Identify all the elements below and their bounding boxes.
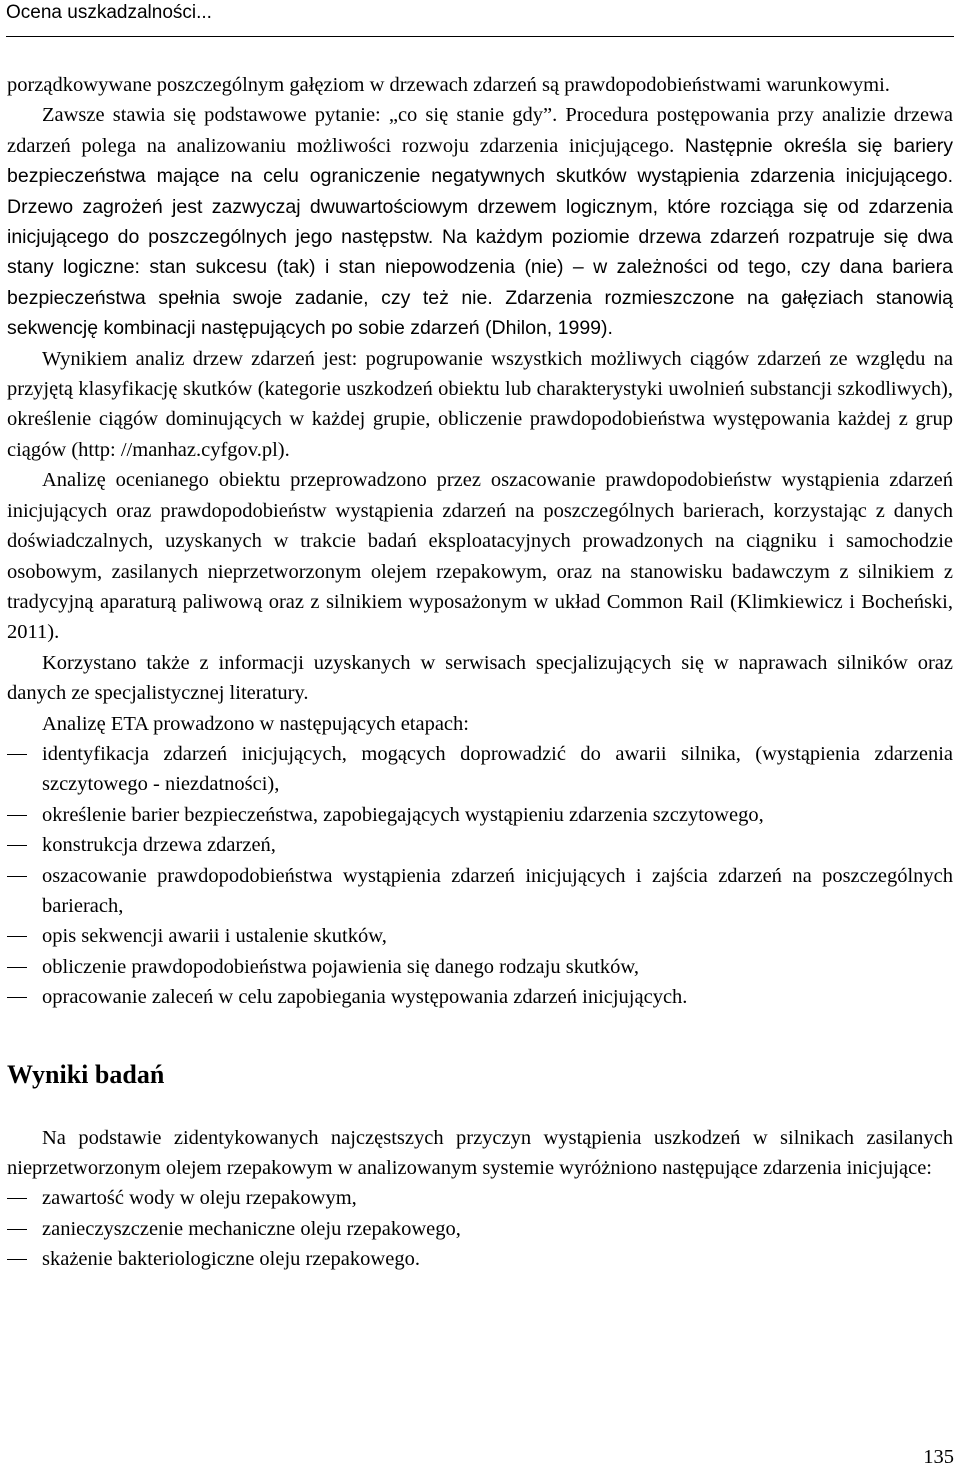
list-item: określenie barier bezpieczeństwa, zapobiegających wystąpieniu zdarzenia szczytowego, (7, 800, 953, 830)
list-item: skażenie bakteriologiczne oleju rzepakowego. (7, 1244, 953, 1274)
eta-steps-list (7, 739, 953, 1013)
paragraph-object-analysis: Analizę ocenianego obiektu przeprowadzono przez oszacowanie prawdopodobieństw wystąpienia zdarzeń inicjujących oraz prawdopodobieństw wystąpienia zdarzeń na poszczególnych barierach, korzystając z danych doświadczalnych, uzyskanych w trakcie badań eksploatacyjnych prowadzonych na ciągniku i samochodzie osobowym, zasilanych nieprzetworzonym olejem rzepakowym, oraz na stanowisku badawczym z silnikiem z tradycyjną aparaturą paliwową oraz z silnikiem wyposażonym w układ Common Rail (Klimkiewicz i Bocheński, 2011). (7, 469, 953, 644)
paragraph-results-intro: Na podstawie zidentykowanych najczęstszych przyczyn wystąpienia uszkodzeń w silnikach zasilanych nieprzetworzonym olejem rzepakowym w analizowanym systemie wyróżniono następujące zdarzenia inicjujące: (7, 1126, 953, 1179)
list-item: identyfikacja zdarzeń inicjujących, mogących doprowadzić do awarii silnika, (wystąpienia zdarzenia szczytowego - niezdatności), (7, 739, 953, 800)
list-item: konstrukcja drzewa zdarzeń, (7, 830, 953, 860)
paragraph-procedure-serif: Zawsze stawia się podstawowe pytanie: „co się stanie gdy”. Procedura postępowania przy analizie drzewa zdarzeń polega na analizowaniu możliwości rozwoju zdarzenia inicjującego. (7, 104, 953, 157)
list-item: oszacowanie prawdopodobieństwa wystąpienia zdarzeń inicjujących i zajścia zdarzeń na poszczególnych barierach, (7, 861, 953, 922)
list-item: zawartość wody w oleju rzepakowym, (7, 1183, 953, 1213)
paragraph-continuation: porządkowywane poszczególnym gałęziom w drzewach zdarzeń są prawdopodobieństwami warunkowymi. (7, 74, 890, 96)
paragraph-procedure-sans: Następnie określa się bariery bezpieczeństwa mające na celu ograniczenie negatywnych skutków wystąpienia zdarzenia inicjującego. Drzewo zagrożeń jest zazwyczaj dwuwartościowym drzewem logicznym, które rozciąga się od zdarzenia inicjującego do poszczególnych jego następstw. Na każdym poziomie drzewa zdarzeń rozpatruje się dwa stany logiczne: stan sukcesu (tak) i stan niepowodzenia (nie) – w zależności od tego, czy dana bariera bezpieczeństwa spełnia swoje zadanie, czy też nie. Zdarzenia rozmieszczone na gałęziach stanowią sekwencję kombinacji następujących po sobie zdarzeń (Dhilon, 1999). (7, 134, 954, 340)
list-item: opis sekwencji awarii i ustalenie skutków, (7, 921, 953, 951)
list-item: obliczenie prawdopodobieństwa pojawienia się danego rodzaju skutków, (7, 952, 953, 982)
list-item: opracowanie zaleceń w celu zapobiegania występowania zdarzeń inicjujących. (7, 982, 953, 1012)
paragraph-sources: Korzystano także z informacji uzyskanych w serwisach specjalizujących się w naprawach silników oraz danych ze specjalistycznej literatury. (7, 651, 953, 705)
paragraph-procedure (7, 100, 953, 343)
paragraph-results-of-analysis: Wynikiem analiz drzew zdarzeń jest: pogrupowanie wszystkich możliwych ciągów zdarzeń ze względu na przyjętą klasyfikację skutków (kategorie uszkodzeń obiektu lub charakterystyki uwolnień substancji szkodliwych), określenie ciągów dominujących w każdej grupie, obliczenie prawdopodobieństwa występowania każdej z grup ciągów (http: //manhaz.cyfgov.pl). (7, 347, 953, 461)
list-item: zanieczyszczenie mechaniczne oleju rzepakowego, (7, 1214, 953, 1244)
paragraph-eta-intro: Analizę ETA prowadzono w następujących etapach: (42, 712, 469, 735)
running-header: Ocena uszkadzalności... (6, 2, 212, 23)
body-text (7, 70, 953, 1275)
header-rule (6, 36, 954, 37)
page-number: 135 (923, 1446, 954, 1468)
section-heading: Wyniki badań (7, 1059, 165, 1089)
initiating-events-list (7, 1183, 953, 1274)
